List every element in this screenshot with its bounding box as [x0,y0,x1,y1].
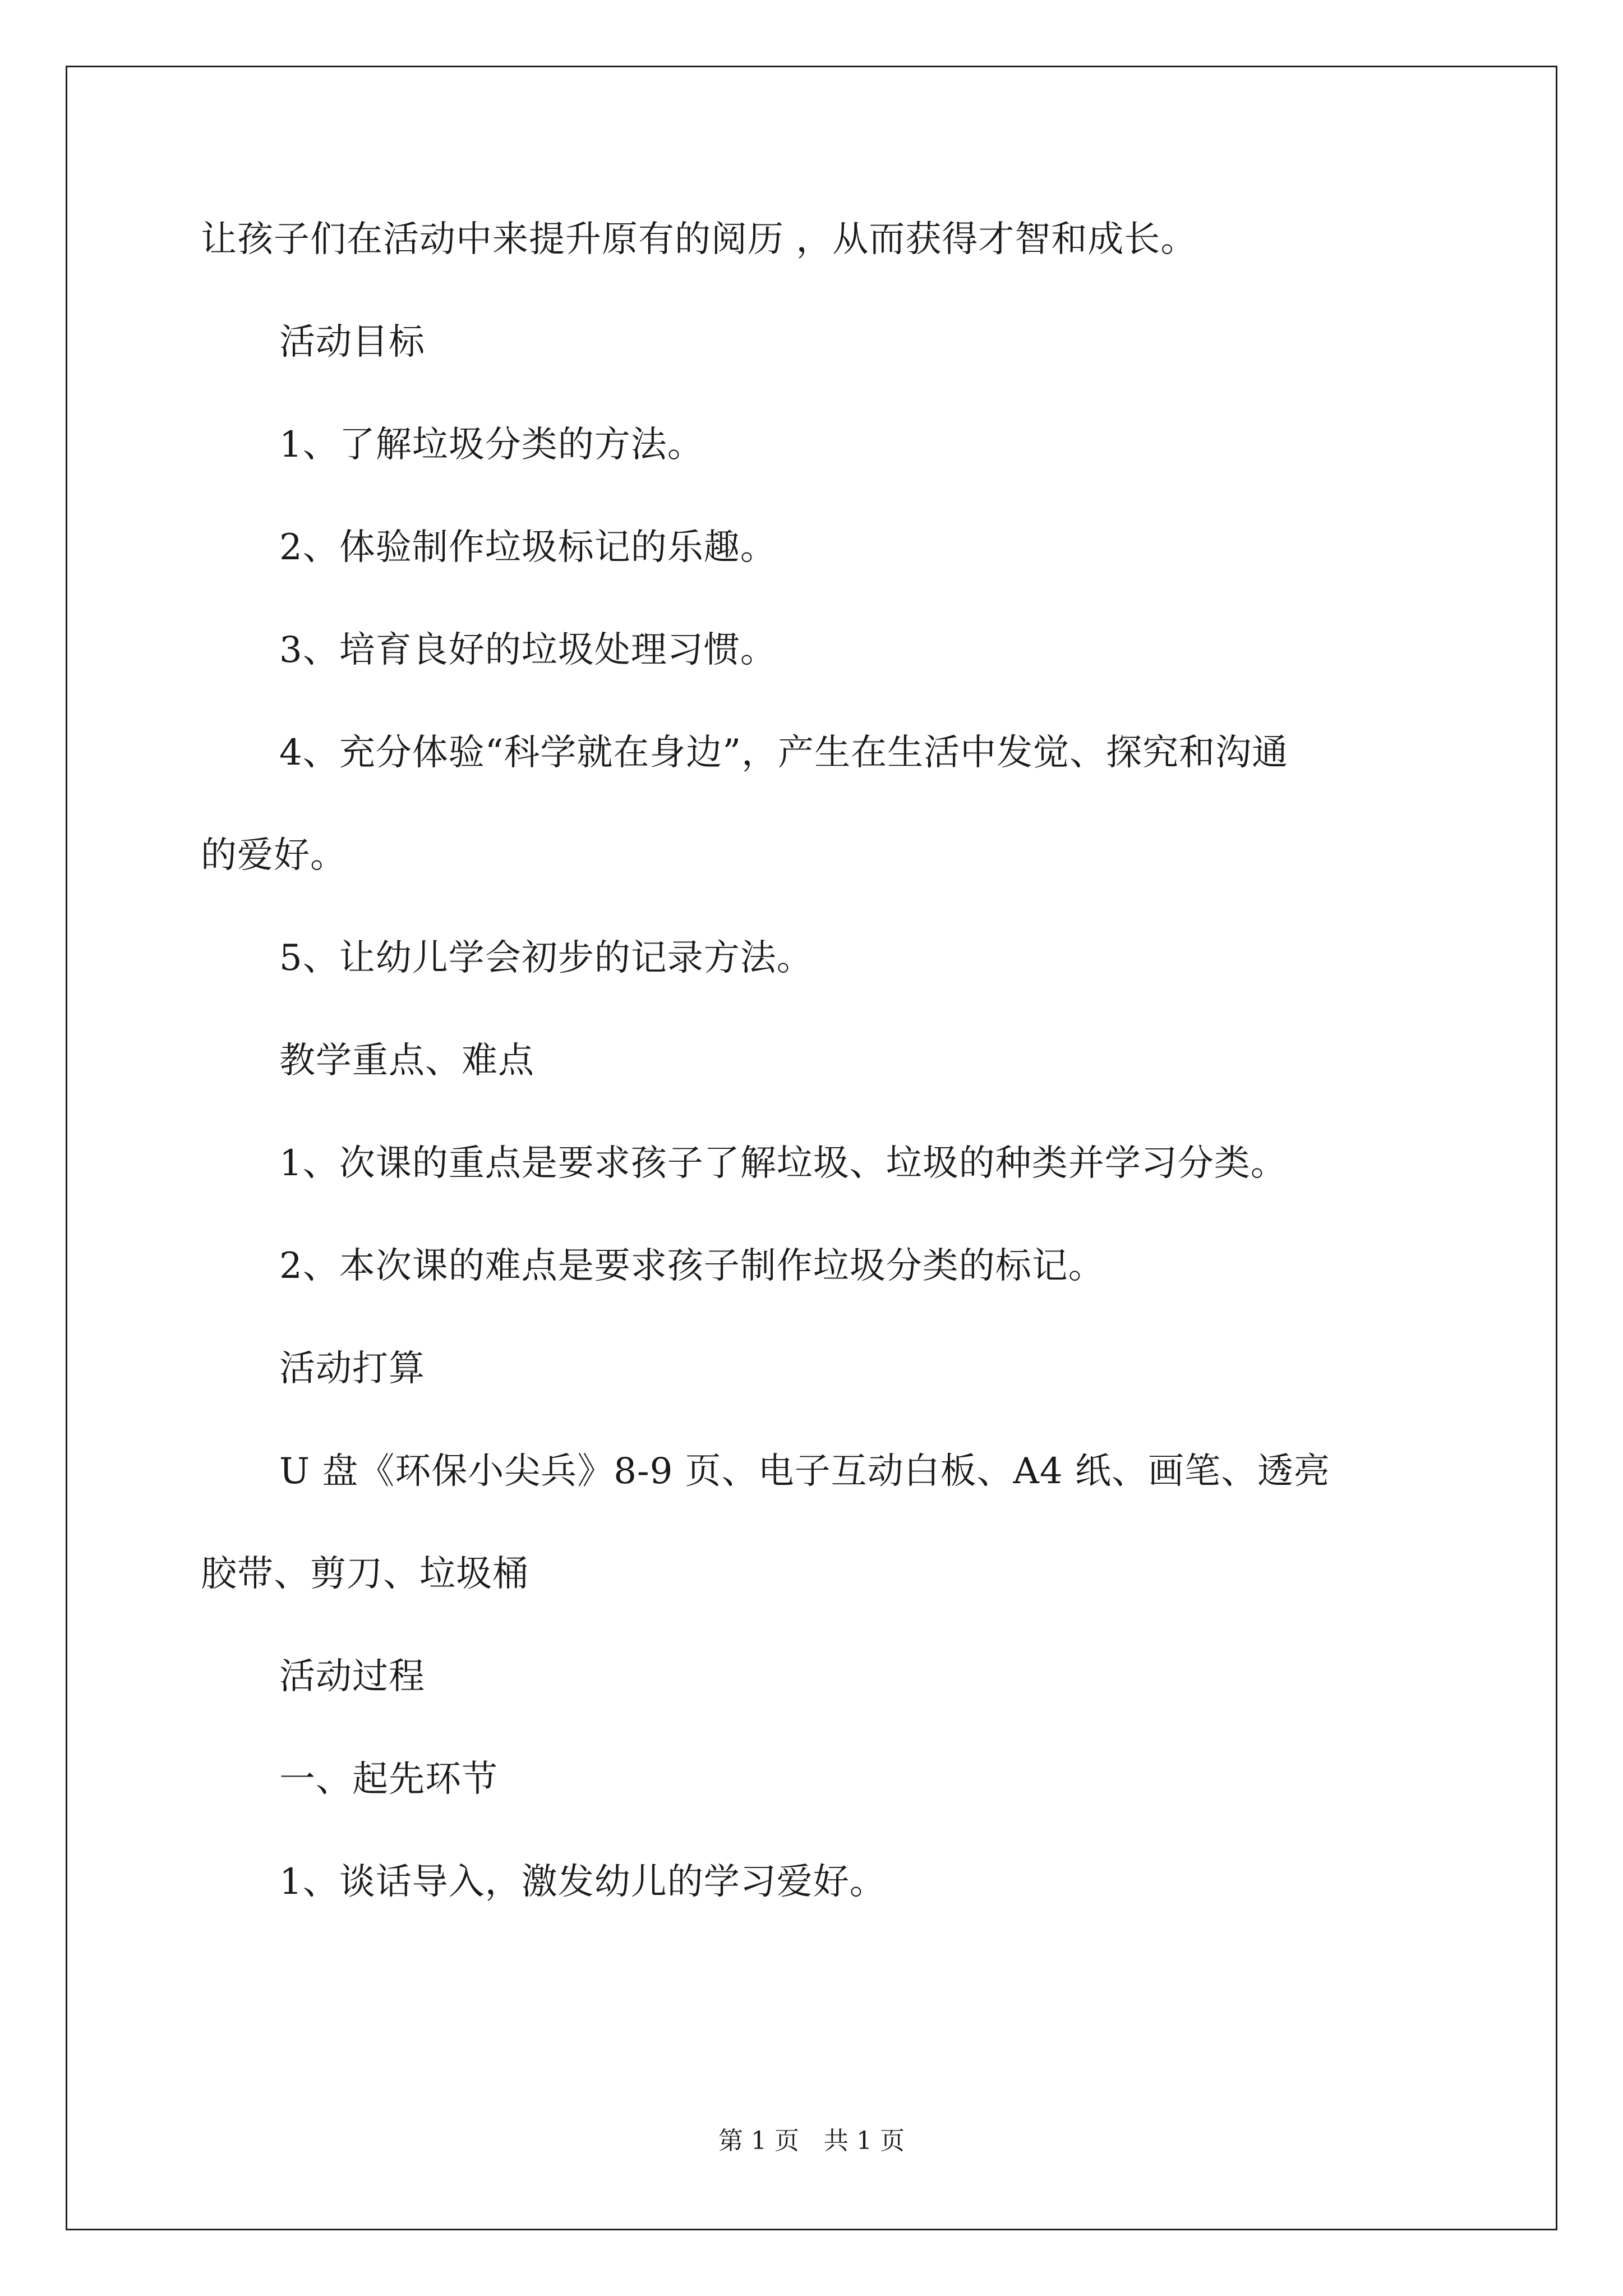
key-point-2: 2、本次课的难点是要求孩子制作垃圾分类的标记。 [279,1245,1105,1287]
goal-2: 2、体验制作垃圾标记的乐趣。 [279,527,777,568]
materials-line-2: 胶带、剪刀、垃圾桶 [201,1553,529,1595]
page-footer: 第 1 页 共 1 页 [718,2127,905,2155]
section-1-title: 一、起先环节 [279,1759,498,1800]
goal-4: 4、充分体验“科学就在身边”，产生在生活中发觉、探究和沟通 [279,732,1289,774]
key-point-1: 1、次课的重点是要求孩子了解垃圾、垃圾的种类并学习分类。 [279,1143,1287,1184]
heading-process: 活动过程 [279,1656,425,1697]
goal-1: 1、了解垃圾分类的方法。 [279,424,704,466]
heading-preparation: 活动打算 [279,1348,425,1389]
paragraph-1: 让孩子们在活动中来提升原有的阅历 ，从而获得才智和成长。 [201,219,1197,260]
heading-activity-goals: 活动目标 [279,321,425,363]
step-1: 1、谈话导入，激发幼儿的学习爱好。 [279,1861,886,1903]
goal-3: 3、培育良好的垃圾处理习惯。 [279,629,777,671]
materials-line-1: U 盘《环保小尖兵》8-9 页、电子互动白板、A4 纸、画笔、透亮 [279,1451,1330,1492]
goal-4-continued: 的爱好。 [201,835,347,876]
heading-key-points: 教学重点、难点 [279,1040,534,1082]
goal-5: 5、让幼儿学会初步的记录方法。 [279,937,813,979]
